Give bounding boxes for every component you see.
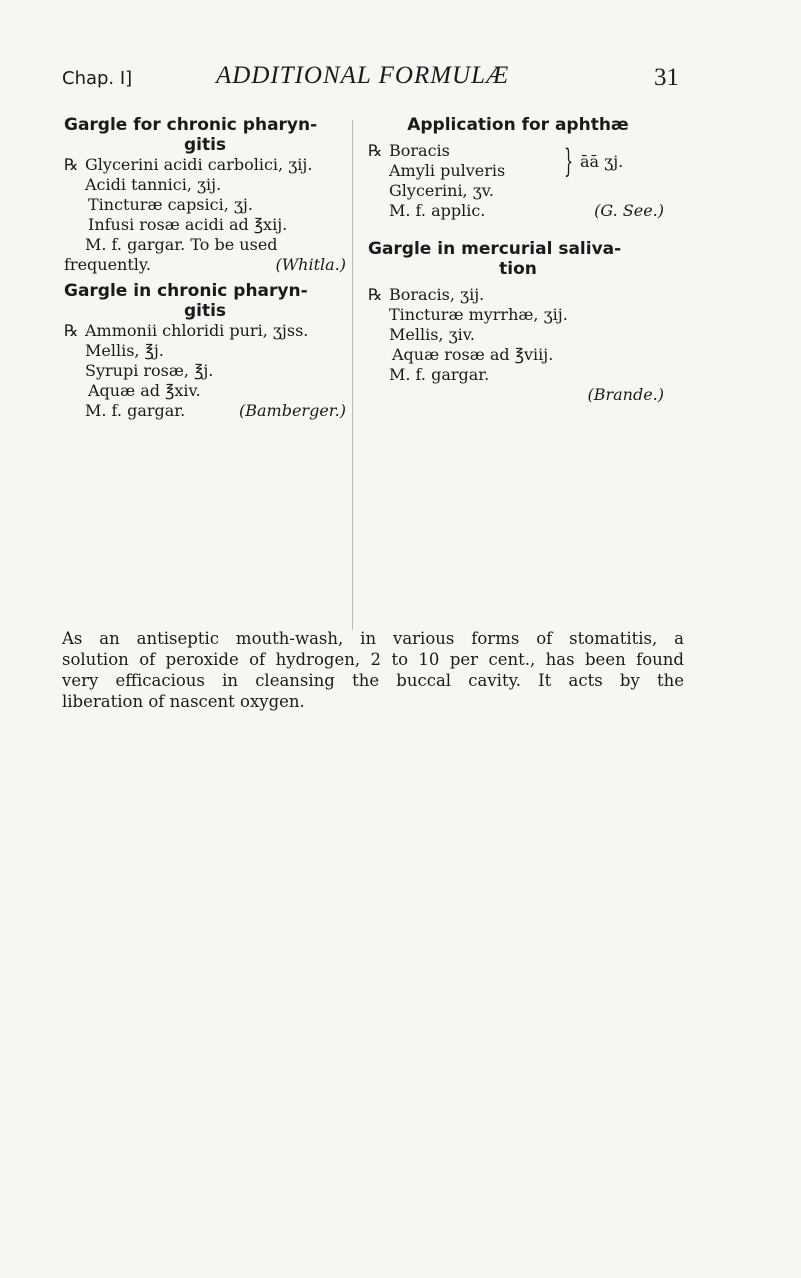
recipe-application-aphthae (368, 115, 668, 221)
paragraph-line: liberation of nascent oxygen. (62, 692, 305, 711)
author-citation: (Whitla.) (275, 255, 346, 274)
ingredient-line: Aquæ rosæ ad ℥viij. (392, 345, 554, 364)
recipe-heading-continued: gitis (183, 135, 227, 155)
recipe-gargle-chronic-pharyngitis-bamberger (64, 281, 346, 421)
recipe-heading-continued: gitis (183, 301, 227, 321)
running-title: ADDITIONAL FORMULÆ (216, 62, 510, 89)
recipe-heading: Gargle for chronic pharyn- (64, 115, 318, 135)
direction-line: M. f. applic. (389, 201, 486, 220)
ingredient-line: Glycerini acidi carbolici, ʒij. (85, 155, 313, 174)
ingredient-line: Acidi tannici, ʒij. (85, 175, 222, 194)
brace-ingredient-group (368, 141, 668, 181)
rx-symbol: ℞ (64, 155, 79, 174)
paragraph-line: As an antiseptic mouth-wash, in various forms of stomatitis, a (62, 629, 684, 648)
page-header (62, 62, 682, 96)
ingredient-line: Tincturæ myrrhæ, ʒij. (389, 305, 568, 324)
ingredient-line: Mellis, ℥j. (85, 341, 164, 360)
ingredient-line: Tincturæ capsici, ʒj. (88, 195, 253, 214)
ingredient-line: Mellis, ʒiv. (389, 325, 475, 344)
direction-line: M. f. gargar. To be used (85, 235, 278, 254)
brace-symbol: } (564, 142, 574, 180)
chapter-label: Chap. I] (62, 68, 133, 89)
ingredient-line: Aquæ ad ℥xiv. (88, 381, 201, 400)
recipe-heading: Gargle in chronic pharyn- (64, 281, 308, 301)
brace-quantity: āā ʒj. (580, 152, 624, 171)
paragraph-line: solution of peroxide of hydrogen, 2 to 10 per cent., has been found (62, 650, 684, 669)
left-column (64, 115, 346, 421)
right-column (368, 115, 668, 405)
ingredient-line: Infusi rosæ acidi ad ℥xij. (88, 215, 288, 234)
ingredient-line: Ammonii chloridi puri, ʒjss. (85, 321, 309, 340)
author-citation: (Bamberger.) (239, 401, 346, 420)
ingredient-line: Syrupi rosæ, ℥j. (85, 361, 214, 380)
ingredient-line: Glycerini, ʒv. (389, 181, 494, 200)
author-citation: (Brande.) (587, 385, 664, 404)
rx-symbol: ℞ (368, 141, 383, 160)
recipe-heading: Application for aphthæ (407, 115, 629, 135)
column-divider (352, 120, 353, 630)
ingredient-line: Boracis (389, 141, 450, 160)
body-paragraph (62, 628, 684, 712)
page-number: 31 (654, 64, 679, 91)
recipe-gargle-mercurial-salivation (368, 239, 668, 405)
rx-symbol: ℞ (64, 321, 79, 340)
recipe-gargle-chronic-pharyngitis-whitla (64, 115, 346, 275)
direction-line: M. f. gargar. (389, 365, 490, 384)
recipe-heading: Gargle in mercurial saliva- (368, 239, 622, 259)
direction-line: frequently. (64, 255, 151, 274)
rx-symbol: ℞ (368, 285, 383, 304)
direction-line: M. f. gargar. (85, 401, 186, 420)
recipe-heading-continued: tion (499, 259, 537, 279)
author-citation: (G. See.) (594, 201, 664, 220)
ingredient-line: Amyli pulveris (389, 161, 506, 180)
ingredient-line: Boracis, ʒij. (389, 285, 485, 304)
paragraph-line: very efficacious in cleansing the buccal cavity. It acts by the (62, 671, 684, 690)
